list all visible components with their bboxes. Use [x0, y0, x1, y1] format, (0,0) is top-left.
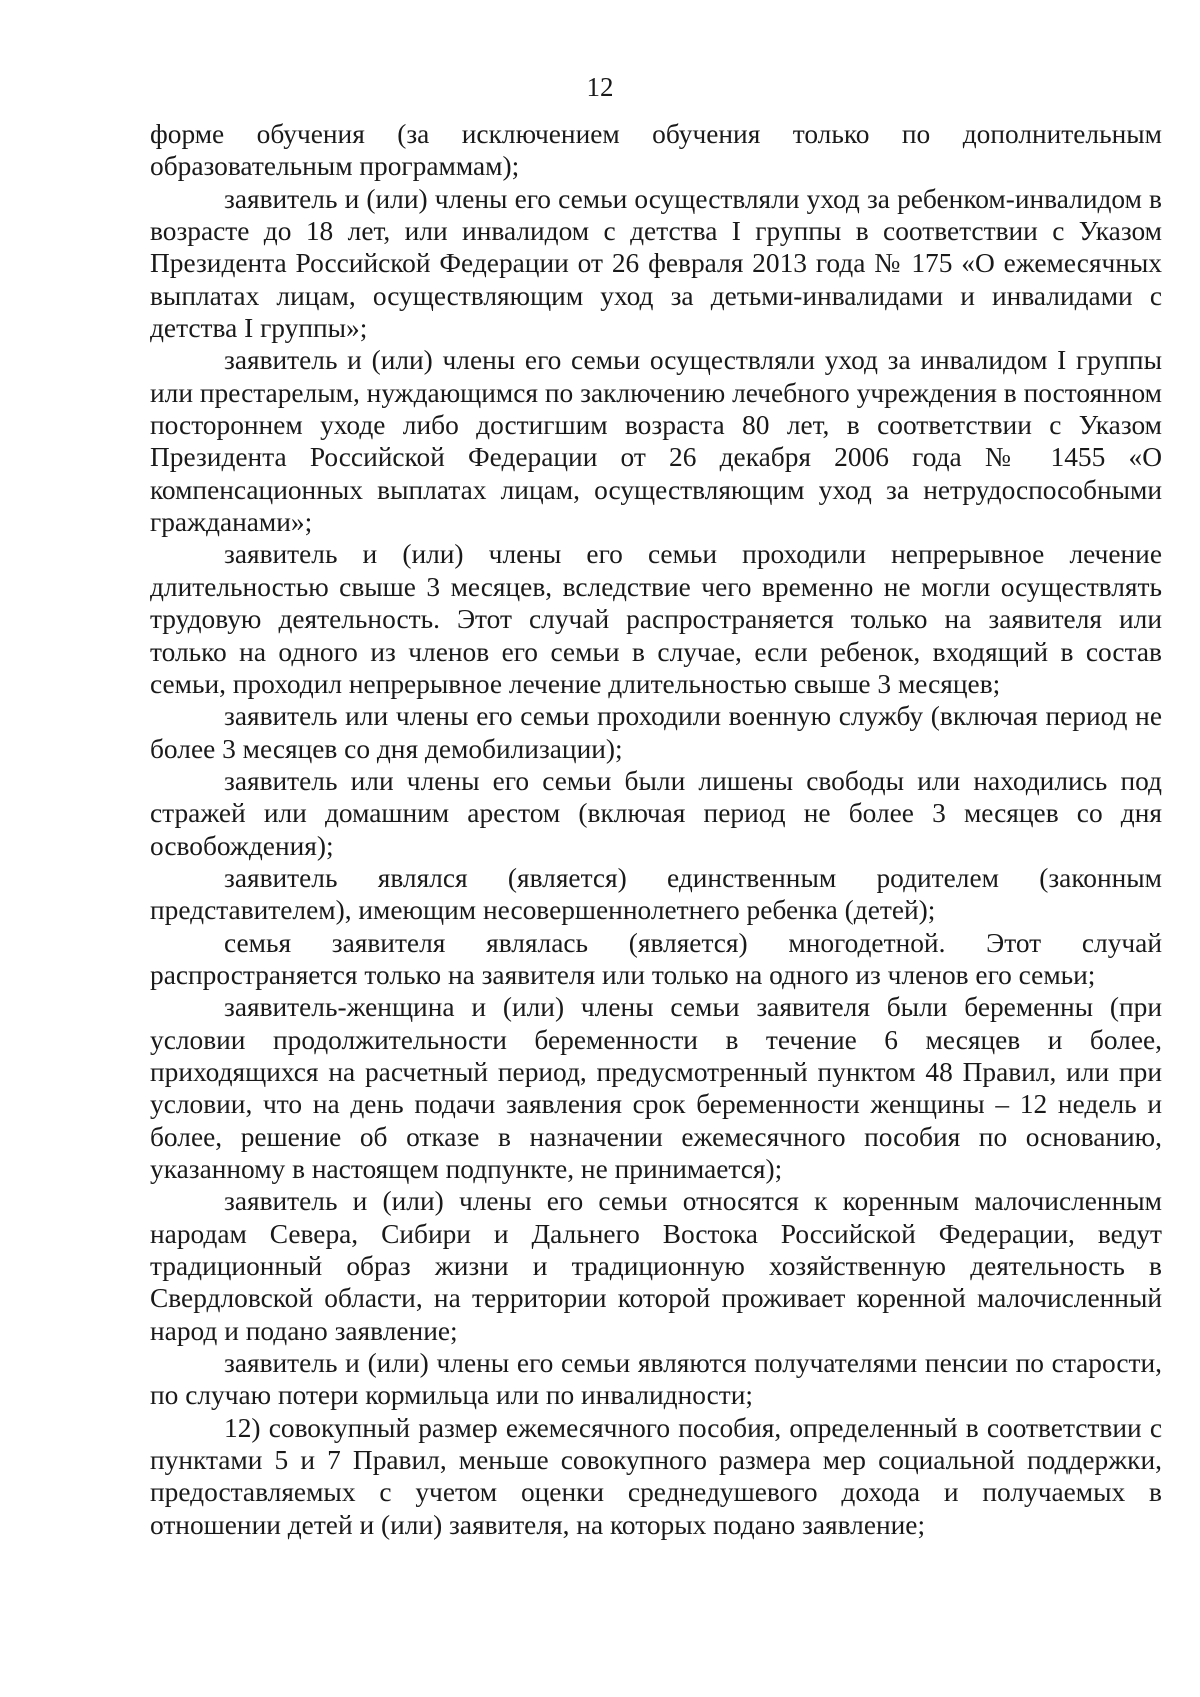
paragraph-deprivation-of-liberty: заявитель или члены его семьи были лишены свободы или находились под стражей или домашним арестом (включая период не более 3 месяцев со дня освобождения); [150, 765, 1162, 861]
paragraph-single-parent: заявитель являлся (является) единственным родителем (законным представителем), имеющим несовершеннолетнего ребенка (детей); [150, 862, 1162, 926]
paragraph-pregnancy: заявитель-женщина и (или) члены семьи заявителя были беременны (при условии продолжительности беременности в течение 6 месяцев и более, приходящихся на расчетный период, предусмотренный пунктом 48 Правил, или при условии, что на день подачи заявления срок беременности женщины – 12 недель и более, решение об отказе в назначении ежемесячного пособия по основанию, указанному в настоящем подпункте, не принимается); [150, 992, 1162, 1184]
paragraph-item-12: 12) совокупный размер ежемесячного пособия, определенный в соответствии с пунктами 5 и 7 Правил, меньше совокупного размера мер социальной поддержки, предоставляемых с учетом оценки среднедушевого дохода и получаемых в отношении детей и (или) заявителя, на которых подано заявление; [150, 1412, 1162, 1540]
page-number: 12 [586, 72, 614, 102]
paragraph-large-family: семья заявителя являлась (является) многодетной. Этот случай распространяется только на заявителя или только на одного из членов его семьи; [150, 927, 1162, 990]
document-body [150, 118, 1162, 1541]
paragraph-elderly-care: заявитель и (или) члены его семьи осуществляли уход за инвалидом I группы или престарелым, нуждающимся по заключению лечебного учреждения в постоянном постороннем уходе либо достигшим возраста 80 лет, в соответствии с Указом Президента Российской Федерации от 26 декабря 2006 года № 1455 «О компенсационных выплатах лицам, осуществляющим уход за нетрудоспособными гражданами»; [150, 345, 1162, 538]
paragraph-military-service: заявитель или члены его семьи проходили военную службу (включая период не более 3 месяцев со дня демобилизации); [150, 701, 1162, 764]
paragraph-continuous-treatment: заявитель и (или) члены его семьи проходили непрерывное лечение длительностью свыше 3 месяцев, вследствие чего временно не могли осуществлять трудовую деятельность. Этот случай распространяется только на заявителя или только на одного из членов его семьи в случае, если ребенок, входящий в состав семьи, проходил непрерывное лечение длительностью свыше 3 месяцев; [150, 539, 1162, 699]
paragraph-continuation: форме обучения (за исключением обучения только по дополнительным образовательным программам); [150, 119, 1162, 182]
paragraph-child-disability-care: заявитель и (или) члены его семьи осуществляли уход за ребенком-инвалидом в возрасте до 18 лет, или инвалидом с детства I группы в соответствии с Указом Президента Российской Федерации от 26 февраля 2013 года № 175 «О ежемесячных выплатах лицам, осуществляющим уход за детьми-инвалидами и инвалидами с детства I группы»; [150, 183, 1162, 344]
paragraph-indigenous-peoples: заявитель и (или) члены его семьи относятся к коренным малочисленным народам Севера, Сибири и Дальнего Востока Российской Федерации, ведут традиционный образ жизни и традиционную хозяйственную деятельность в Свердловской области, на территории которой проживает коренной малочисленный народ и подано заявление; [150, 1186, 1162, 1346]
paragraph-pension-recipients: заявитель и (или) члены его семьи являются получателями пенсии по старости, по случаю потери кормильца или по инвалидности; [150, 1348, 1162, 1411]
